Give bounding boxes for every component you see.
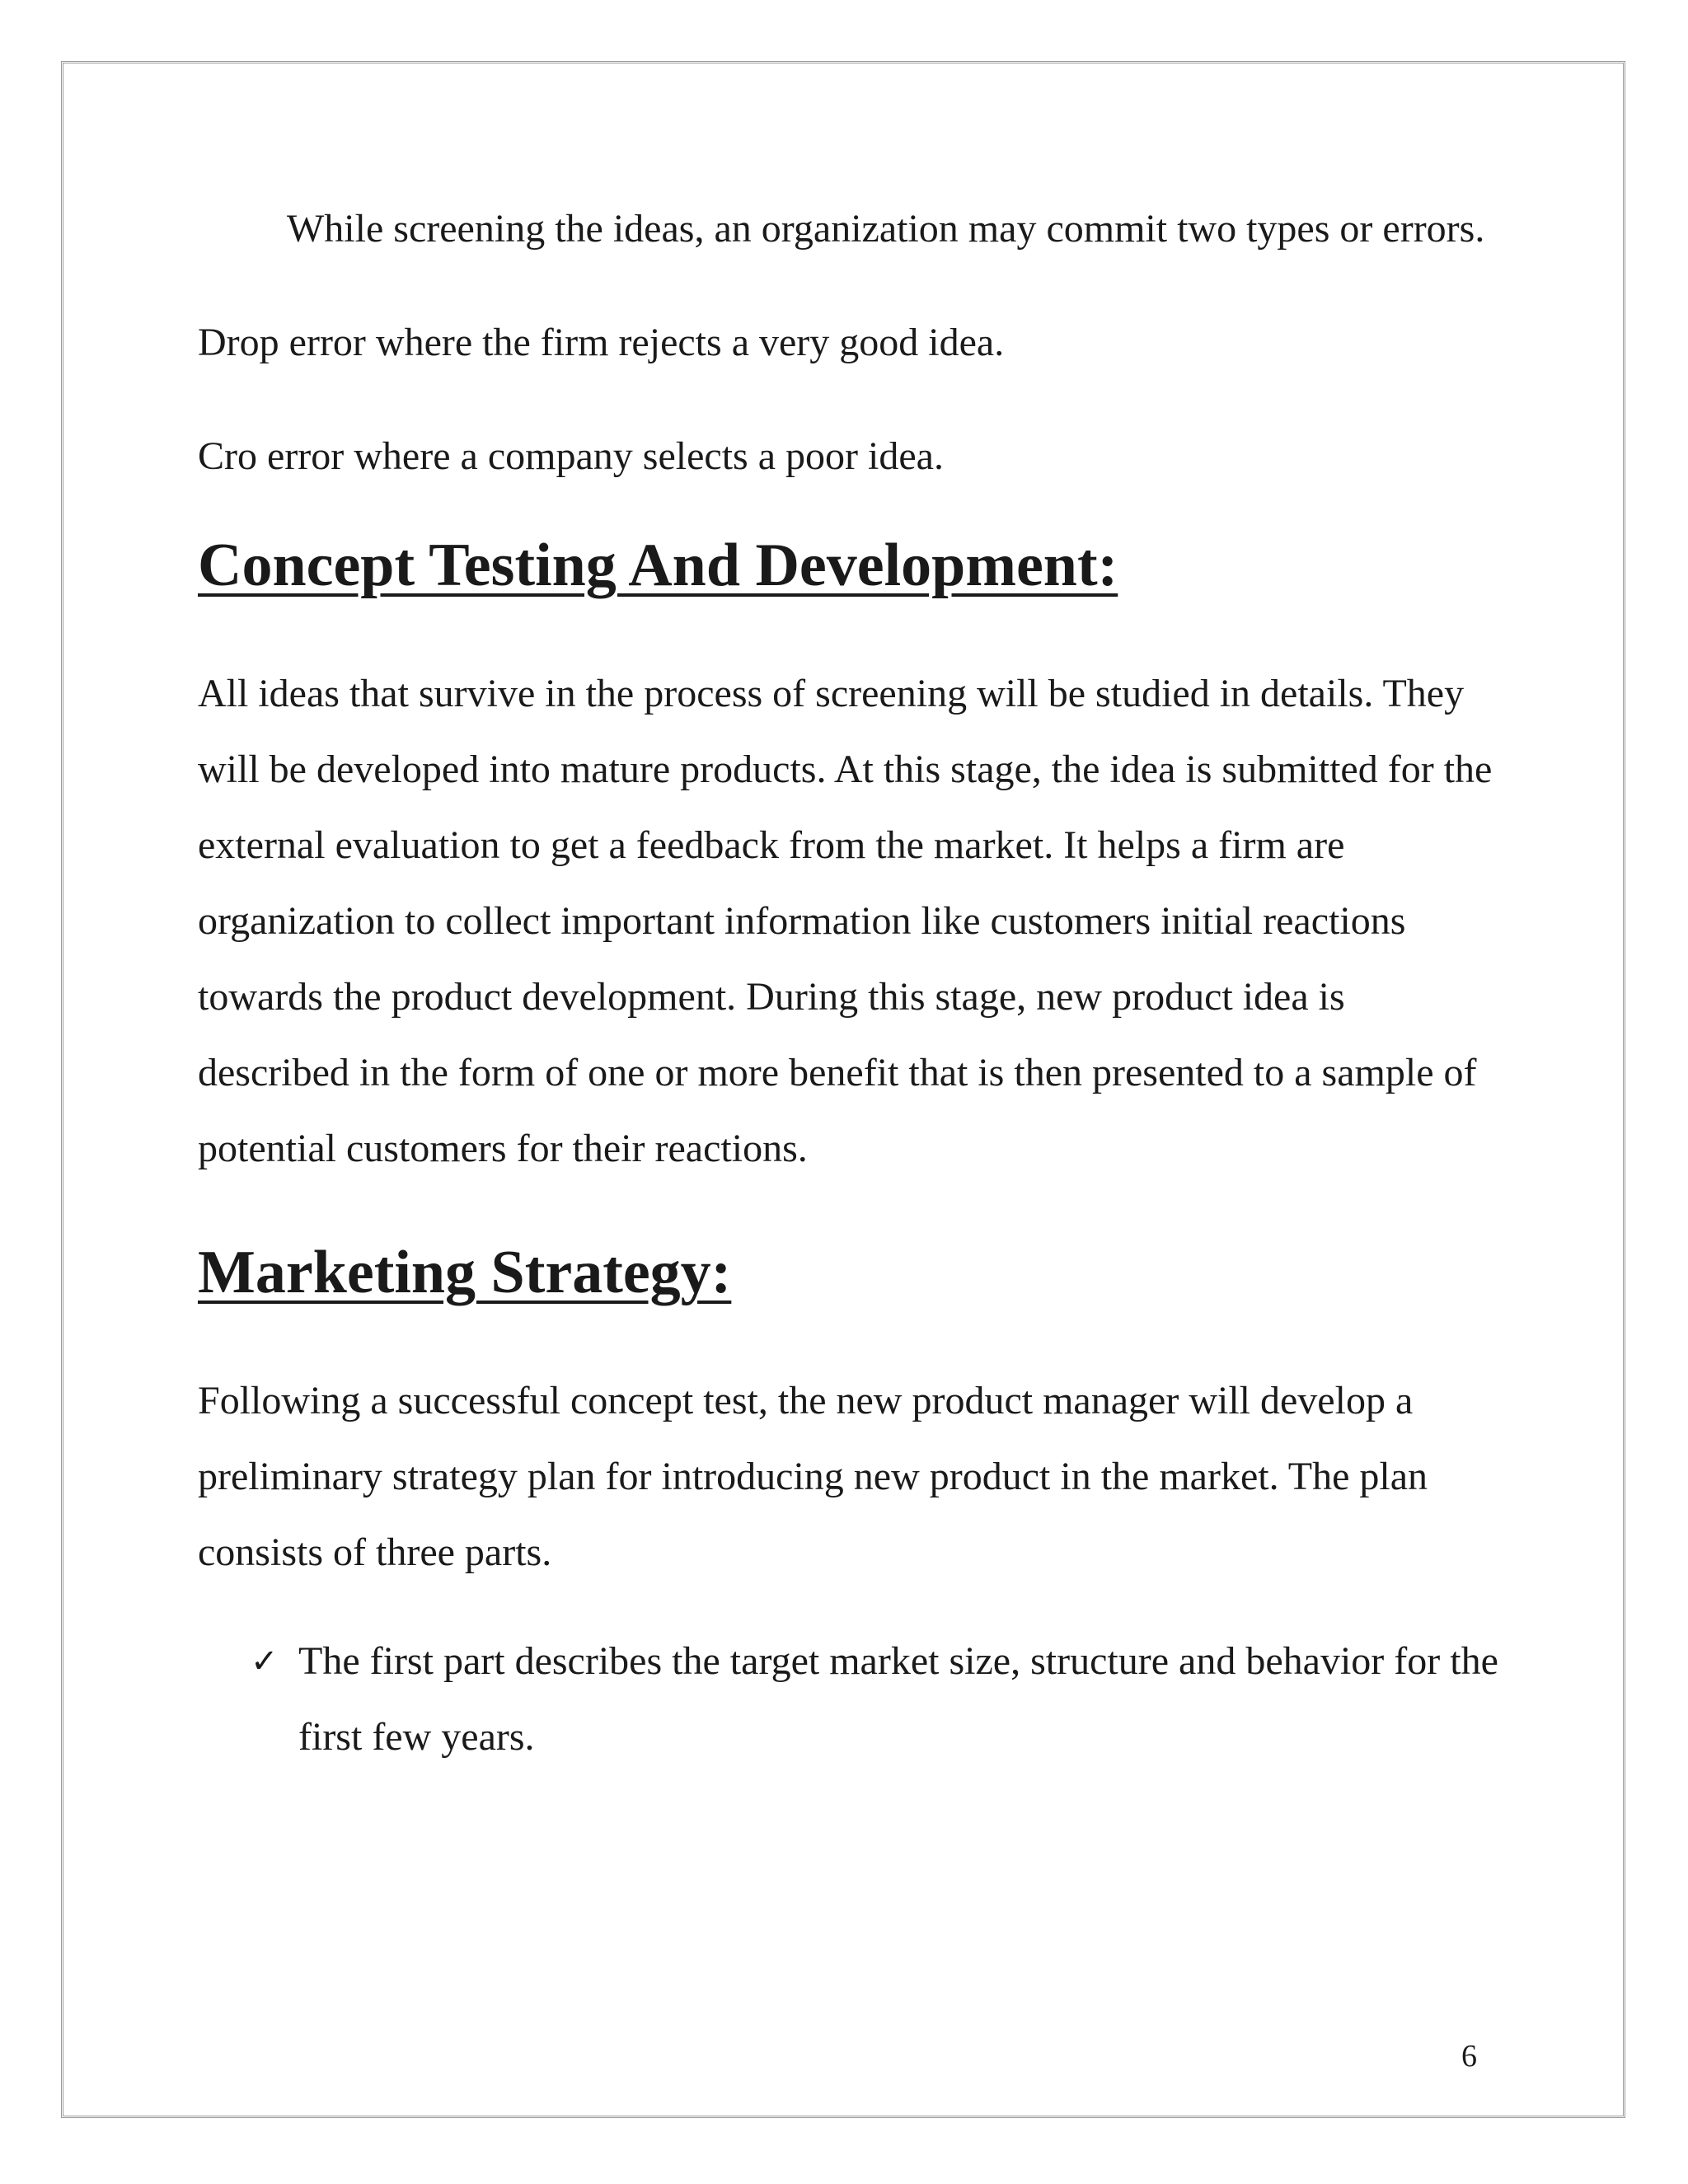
document-body [198, 191, 1500, 1775]
paragraph-marketing-strategy: Following a successful concept test, the new product manager will develop a preliminary strategy plan for introducing new product in the market. The plan consists of three parts. [198, 1379, 1428, 1574]
page-number: 6 [1461, 2039, 1477, 2074]
bullet-list [198, 1624, 1500, 1775]
heading-concept-testing: Concept Testing And Development: [198, 532, 1118, 599]
paragraph-drop-error: Drop error where the firm rejects a very good idea. [198, 321, 1005, 364]
paragraph-concept-testing: All ideas that survive in the process of screening will be studied in details. They will be developed into mature products. At this stage, the idea is submitted for the external evaluation to get a feedback from the market. It helps a firm are organization to collect important information like customers initial reactions towards the product development. During this stage, new product idea is described in the form of one or more benefit that is then presented to a sample of potential customers for their reactions. [198, 672, 1493, 1170]
checkmark-icon: ✓ [251, 1643, 279, 1680]
paragraph-cro-error: Cro error where a company selects a poor idea. [198, 434, 944, 478]
list-item [198, 1624, 1500, 1775]
list-item-text: The first part describes the target market size, structure and behavior for the first few years. [298, 1639, 1498, 1759]
heading-marketing-strategy: Marketing Strategy: [198, 1239, 732, 1306]
paragraph-screening: While screening the ideas, an organization may commit two types or errors. [287, 207, 1485, 251]
